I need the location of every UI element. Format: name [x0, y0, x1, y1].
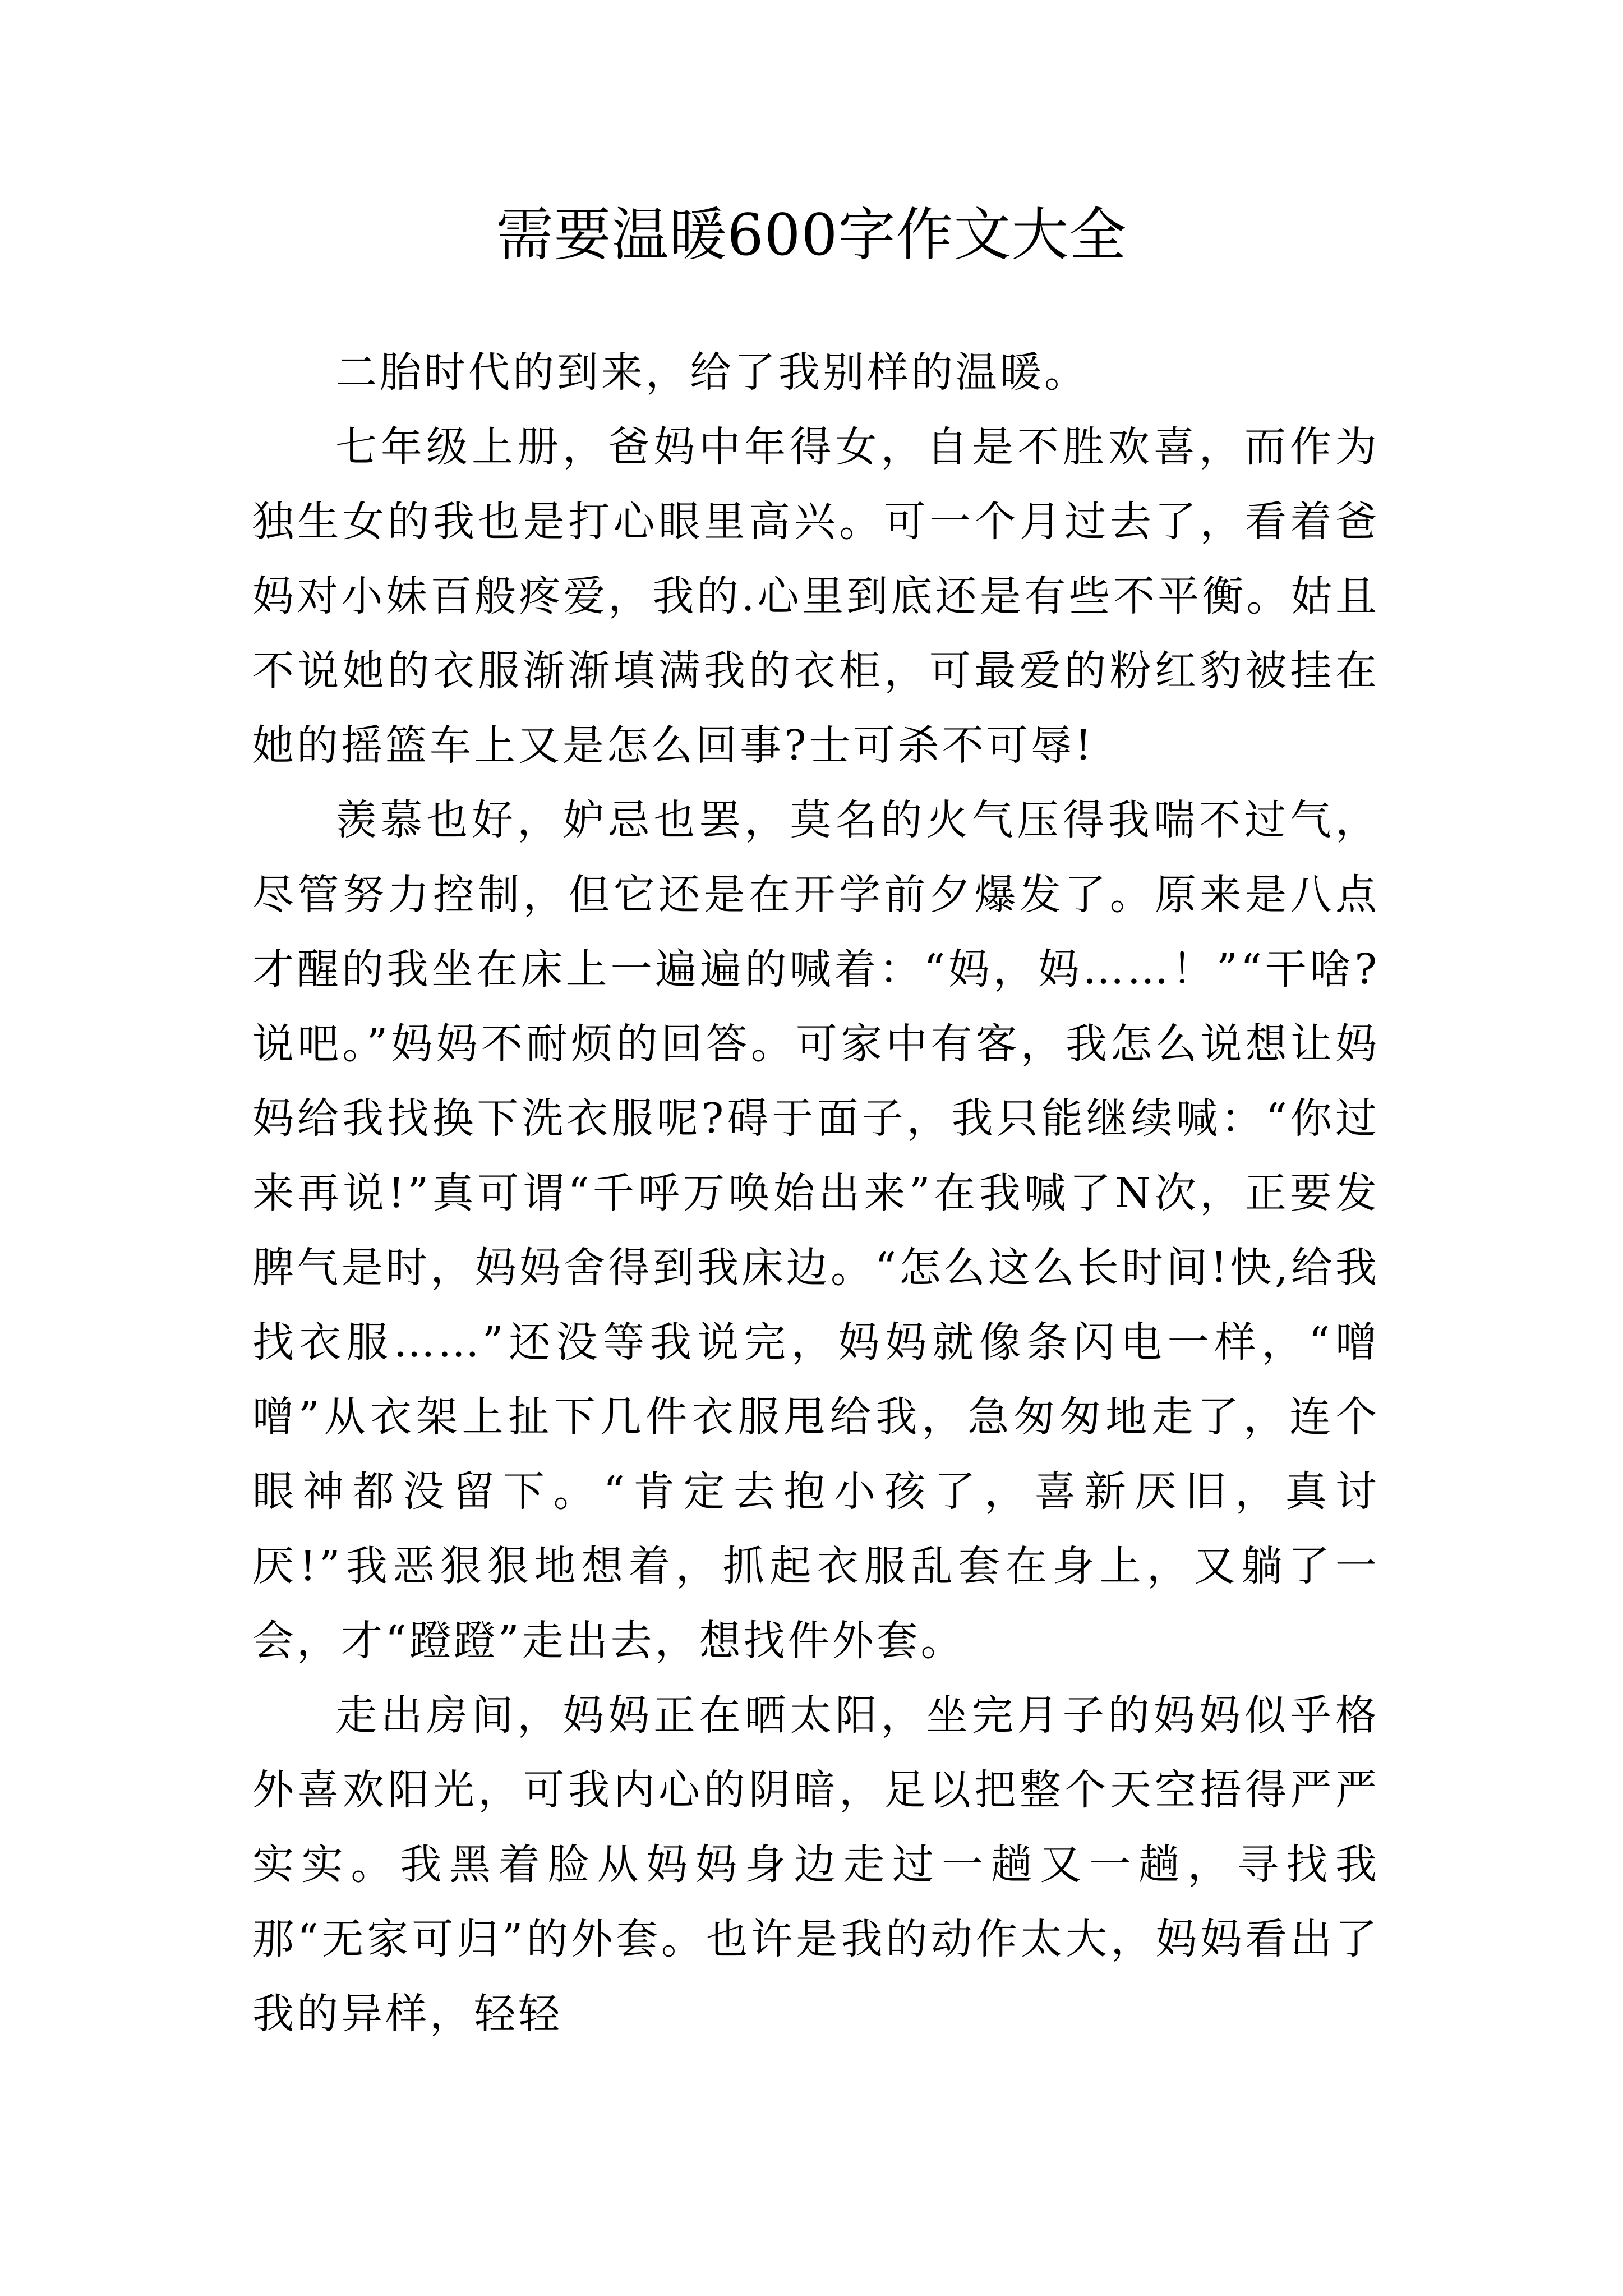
document-title: 需要温暖600字作文大全 [496, 202, 1127, 269]
document-body [252, 335, 1380, 2051]
paragraph-4: 走出房间，妈妈正在晒太阳，坐完月子的妈妈似乎格外喜欢阳光，可我内心的阴暗，足以把整个天空捂得严严实实。我黑着脸从妈妈身边走过一趟又一趟，寻找我那“无家可归”的外套。也许是我的动作太大，妈妈看出了我的异样，轻轻 [252, 1691, 1380, 2038]
paragraph-3: 羡慕也好，妒忌也罢，莫名的火气压得我喘不过气，尽管努力控制，但它还是在开学前夕爆发了。原来是八点才醒的我坐在床上一遍遍的喊着：“妈，妈……！”“干啥?说吧。”妈妈不耐烦的回答。可家中有客，我怎么说想让妈妈给我找换下洗衣服呢?碍于面子，我只能继续喊：“你过来再说!”真可谓“千呼万唤始出来”在我喊了N次，正要发脾气是时，妈妈舍得到我床边。“怎么这么长时间!快,给我找衣服……”还没等我说完，妈妈就像条闪电一样，“噌噌”从衣架上扯下几件衣服甩给我，急匆匆地走了，连个眼神都没留下。“肯定去抱小孩了，喜新厌旧，真讨厌!”我恶狠狠地想着，抓起衣服乱套在身上，又躺了一会，才“蹬蹬”走出去，想找件外套。 [252, 796, 1380, 1665]
paragraph-1: 二胎时代的到来，给了我别样的温暖。 [335, 348, 1089, 397]
paragraph-2: 七年级上册，爸妈中年得女，自是不胜欢喜，而作为独生女的我也是打心眼里高兴。可一个月过去了，看着爸妈对小妹百般疼爱，我的.心里到底还是有些不平衡。姑且不说她的衣服渐渐填满我的衣柜，可最爱的粉红豹被挂在她的摇篮车上又是怎么回事?士可杀不可辱! [252, 423, 1380, 770]
